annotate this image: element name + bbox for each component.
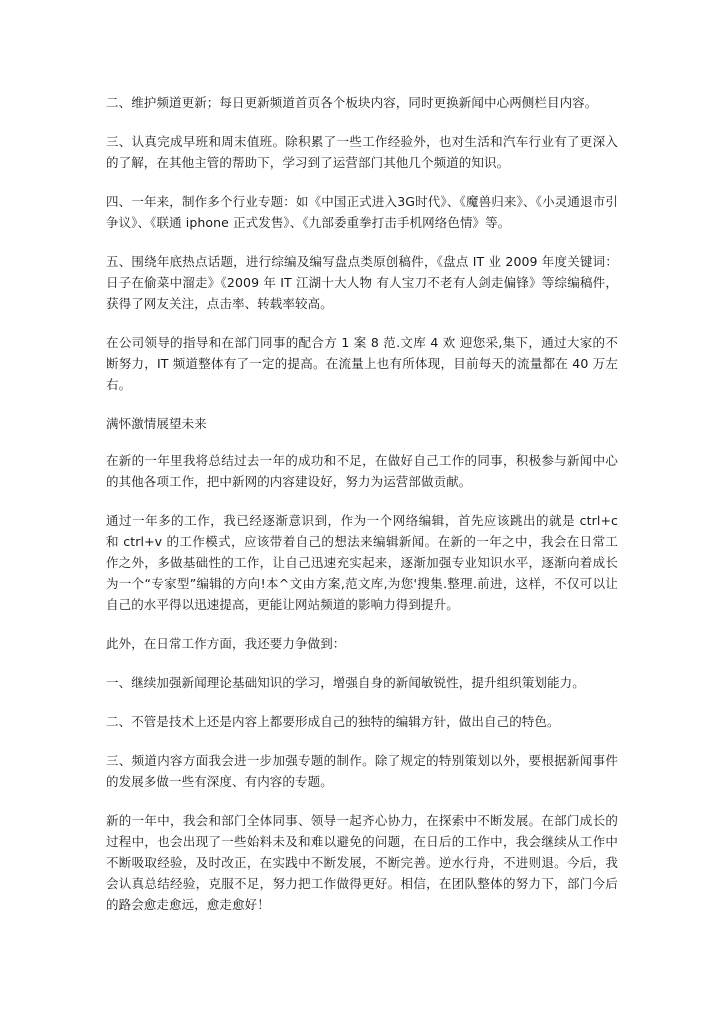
paragraph-editor-growth: 通过一年多的工作，我已经逐渐意识到，作为一个网络编辑，首先应该跳出的就是 ctrl+c 和 ctrl+v 的工作模式，应该带着自己的想法来编辑新闻。在新的一年之中，我会在日常工作之外，多做基础性的工作，让自己迅速充实起来，逐渐加强专业知识水平，逐渐向着成长为一个“专家型”编辑的方向!本^文由方案,范文库,为您'搜集.整理.前进，这样，不仅可以让自己的水平得以迅速提高，更能让网站频道的影响力得到提升。 <box>106 513 618 612</box>
section-heading-future: 满怀激情展望未来 <box>106 416 207 431</box>
paragraph-year-end-articles: 五、围绕年底热点话题，进行综编及编写盘点类原创稿件，《盘点 IT 业 2009 年度关键词：日子在偷菜中溜走》《2009 年 IT 江湖十大人物 有人宝刀不老有人剑走偏锋》等综编稿件，获得了网友关注，点击率、转载率较高。 <box>106 254 618 311</box>
paragraph-daily-goals-intro: 此外，在日常工作方面，我还要力争做到： <box>106 636 346 651</box>
paragraph-goal-one: 一、继续加强新闻理论基础知识的学习，增强自身的新闻敏锐性，提升组织策划能力。 <box>106 675 585 690</box>
paragraph-goal-three: 三、频道内容方面我会进一步加强专题的制作。除了规定的特别策划以外，要根据新闻事件的发展多做一些有深度、有内容的专题。 <box>106 753 618 789</box>
paragraph-shift-work: 三、认真完成早班和周末值班。除积累了一些工作经验外，也对生活和汽车行业有了更深入的了解，在其他主管的帮助下，学习到了运营部门其他几个频道的知识。 <box>106 134 618 170</box>
paragraph-team-progress: 在公司领导的指导和在部门同事的配合方 1 案 8 范.文库 4 欢 迎您采,集下，通过大家的不断努力，IT 频道整体有了一定的提高。在流量上也有所体现，目前每天的流量都在 40 万左右。 <box>106 335 618 392</box>
paragraph-new-year-plan: 在新的一年里我将总结过去一年的成功和不足，在做好自己工作的同事，积极参与新闻中心的其他各项工作，把中新网的内容建设好，努力为运营部做贡献。 <box>106 453 618 489</box>
paragraph-maintain-channel: 二、维护频道更新；每日更新频道首页各个板块内容，同时更换新闻中心两侧栏目内容。 <box>106 95 598 110</box>
paragraph-goal-two: 二、不管是技术上还是内容上都要形成自己的独特的编辑方针，做出自己的特色。 <box>106 714 560 729</box>
document-page <box>106 92 618 933</box>
paragraph-closing: 新的一年中，我会和部门全体同事、领导一起齐心协力，在探索中不断发展。在部门成长的过程中，也会出现了一些始料未及和难以避免的问题，在日后的工作中，我会继续从工作中不断吸取经验，及时改正，在实践中不断发展，不断完善。逆水行舟，不进则退。今后，我会认真总结经验，克服不足，努力把工作做得更好。相信，在团队整体的努力下，部门今后的路会愈走愈远，愈走愈好！ <box>106 813 618 912</box>
paragraph-industry-topics: 四、一年来，制作多个行业专题：如《中国正式进入3G时代》、《魔兽归来》、《小灵通退市引争议》、《联通 iphone 正式发售》、《九部委重拳打击手机网络色情》等。 <box>106 194 618 230</box>
